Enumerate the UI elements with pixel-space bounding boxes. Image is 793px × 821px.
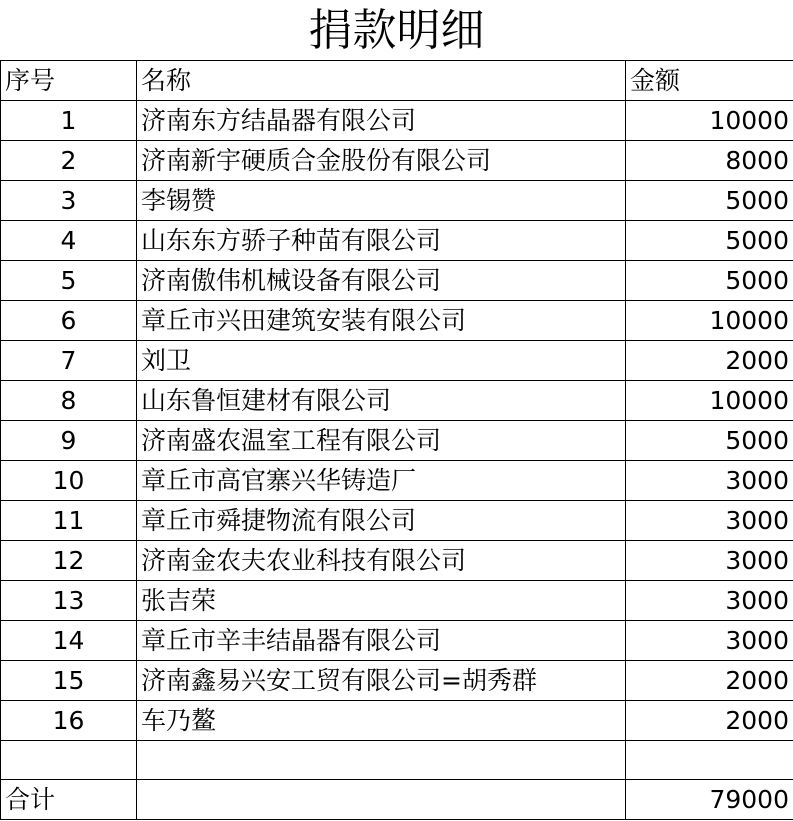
header-name[interactable]: 名称: [137, 61, 626, 101]
name-cell[interactable]: 车乃鳌: [137, 701, 626, 741]
index-cell[interactable]: 11: [1, 501, 137, 541]
amount-cell[interactable]: 2000: [626, 701, 793, 741]
amount-cell[interactable]: 3000: [626, 461, 793, 501]
total-empty-cell[interactable]: [137, 780, 626, 820]
header-index[interactable]: 序号: [1, 61, 137, 101]
index-cell[interactable]: 2: [1, 141, 137, 181]
amount-cell[interactable]: 5000: [626, 261, 793, 301]
amount-cell[interactable]: 3000: [626, 581, 793, 621]
name-cell[interactable]: 济南傲伟机械设备有限公司: [137, 261, 626, 301]
empty-cell[interactable]: [1, 741, 137, 780]
amount-cell[interactable]: 2000: [626, 341, 793, 381]
amount-cell[interactable]: 5000: [626, 221, 793, 261]
empty-cell[interactable]: [626, 741, 793, 780]
table-row: [1, 181, 793, 221]
table-row: [1, 381, 793, 421]
total-amount[interactable]: 79000: [626, 780, 793, 820]
amount-cell[interactable]: 3000: [626, 541, 793, 581]
name-cell[interactable]: 济南东方结晶器有限公司: [137, 101, 626, 141]
name-cell[interactable]: 章丘市舜捷物流有限公司: [137, 501, 626, 541]
table-row: [1, 701, 793, 741]
amount-cell[interactable]: 8000: [626, 141, 793, 181]
table-row: [1, 661, 793, 701]
index-cell[interactable]: 4: [1, 221, 137, 261]
index-cell[interactable]: 7: [1, 341, 137, 381]
index-cell[interactable]: 3: [1, 181, 137, 221]
empty-row: [1, 741, 793, 780]
index-cell[interactable]: 14: [1, 621, 137, 661]
name-cell[interactable]: 刘卫: [137, 341, 626, 381]
name-cell[interactable]: 济南金农夫农业科技有限公司: [137, 541, 626, 581]
total-row: [1, 780, 793, 820]
amount-cell[interactable]: 3000: [626, 621, 793, 661]
table-row: [1, 461, 793, 501]
index-cell[interactable]: 10: [1, 461, 137, 501]
name-cell[interactable]: 李锡赞: [137, 181, 626, 221]
name-cell[interactable]: 章丘市高官寨兴华铸造厂: [137, 461, 626, 501]
empty-cell[interactable]: [137, 741, 626, 780]
table-row: [1, 581, 793, 621]
amount-cell[interactable]: 10000: [626, 101, 793, 141]
name-cell[interactable]: 章丘市兴田建筑安装有限公司: [137, 301, 626, 341]
name-cell[interactable]: 济南盛农温室工程有限公司: [137, 421, 626, 461]
table-row: [1, 261, 793, 301]
name-cell[interactable]: 张吉荣: [137, 581, 626, 621]
table-row: [1, 141, 793, 181]
table-row: [1, 421, 793, 461]
amount-cell[interactable]: 5000: [626, 181, 793, 221]
name-cell[interactable]: 济南鑫易兴安工贸有限公司=胡秀群: [137, 661, 626, 701]
table-row: [1, 341, 793, 381]
name-cell[interactable]: 章丘市辛丰结晶器有限公司: [137, 621, 626, 661]
amount-cell[interactable]: 10000: [626, 381, 793, 421]
index-cell[interactable]: 9: [1, 421, 137, 461]
table-row: [1, 501, 793, 541]
table-row: [1, 301, 793, 341]
amount-cell[interactable]: 5000: [626, 421, 793, 461]
name-cell[interactable]: 山东鲁恒建材有限公司: [137, 381, 626, 421]
amount-cell[interactable]: 3000: [626, 501, 793, 541]
table-row: [1, 541, 793, 581]
index-cell[interactable]: 5: [1, 261, 137, 301]
index-cell[interactable]: 12: [1, 541, 137, 581]
table-row: [1, 221, 793, 261]
index-cell[interactable]: 16: [1, 701, 137, 741]
amount-cell[interactable]: 2000: [626, 661, 793, 701]
index-cell[interactable]: 15: [1, 661, 137, 701]
index-cell[interactable]: 8: [1, 381, 137, 421]
index-cell[interactable]: 13: [1, 581, 137, 621]
header-row: [1, 61, 793, 101]
name-cell[interactable]: 济南新宇硬质合金股份有限公司: [137, 141, 626, 181]
total-label[interactable]: 合计: [1, 780, 137, 820]
name-cell[interactable]: 山东东方骄子种苗有限公司: [137, 221, 626, 261]
index-cell[interactable]: 6: [1, 301, 137, 341]
donation-table: [0, 60, 793, 820]
table-row: [1, 621, 793, 661]
sheet-title: 捐款明细: [308, 5, 485, 56]
amount-cell[interactable]: 10000: [626, 301, 793, 341]
header-amount[interactable]: 金额: [626, 61, 793, 101]
table-row: [1, 101, 793, 141]
index-cell[interactable]: 1: [1, 101, 137, 141]
